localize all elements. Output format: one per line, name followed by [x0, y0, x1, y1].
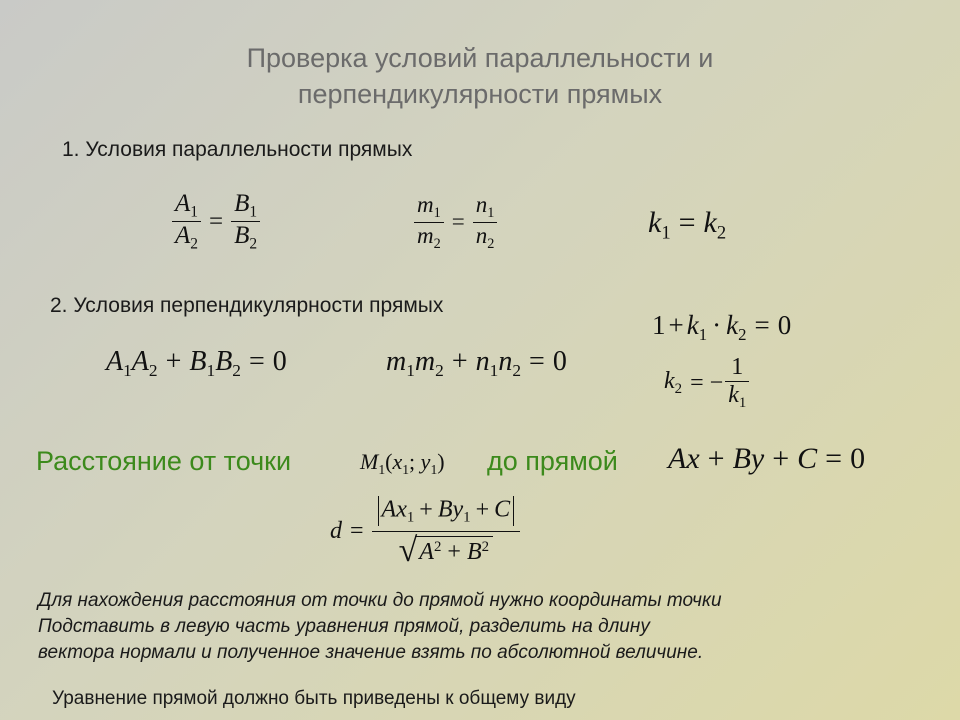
fraction-distance: $Ax_1 + By_1 + C$ √ $A^2 + B^2$: [372, 496, 521, 568]
explanation-line-3: вектора нормали и полученное значение взять по абсолютной величине.: [38, 642, 704, 663]
formula-k2-negative-reciprocal: $k_2$ = − $\frac{1}{k_1}$: [664, 354, 749, 412]
formula-parallel-direction: $\frac{m_1}{m_2}$ = $\frac{n_1}{n_2}$: [414, 192, 497, 253]
formula-perpendicular-direction: $m_1m_2 + n_1n_2 = 0$: [386, 346, 567, 381]
formula-distance: d = $Ax_1 + By_1 + C$ √ $A^2 + B^2$: [330, 496, 520, 568]
slide-title-line-1: Проверка условий параллельности и: [246, 43, 714, 73]
formula-perpendicular-slopes: $1 + k_1 \cdot k_2 = 0$: [652, 310, 792, 344]
slide-title-line-2: перпендикулярности прямых: [297, 79, 663, 109]
formula-point-m1: $M_1(x_1$; $y_1$): [360, 449, 445, 477]
footer-note: Уравнение прямой должно быть приведены к общему виду: [52, 688, 576, 709]
parallel-conditions-heading: 1. Условия параллельности прямых: [62, 138, 413, 161]
fraction-1-over-k1: $\frac{1}{k_1}$: [725, 354, 749, 412]
formula-parallel-coefficients: $\frac{A_1}{A_2}$ = $\frac{B_1}{B_2}$: [172, 190, 260, 254]
perpendicular-conditions-heading: 2. Условия перпендикулярности прямых: [50, 294, 444, 317]
distance-text-after: до прямой: [487, 446, 618, 476]
fraction-a1-a2: $\frac{A_1}{A_2}$: [172, 190, 201, 254]
formula-perpendicular-coefficients: $A_1A_2 + B_1B_2 = 0$: [106, 346, 287, 381]
distance-text-before: Расстояние от точки: [36, 446, 292, 476]
explanation-line-2: Подставить в левую часть уравнения прямой, разделить на длину: [38, 616, 650, 637]
fraction-n1-n2: $\frac{n_1}{n_2}$: [473, 192, 498, 253]
fraction-b1-b2: $\frac{B_1}{B_2}$: [231, 190, 260, 254]
explanation-line-1: Для нахождения расстояния от точки до прямой нужно координаты точки: [38, 590, 722, 611]
fraction-m1-m2: $\frac{m_1}{m_2}$: [414, 192, 444, 253]
formula-parallel-slopes: $k_1 = k_2$: [648, 206, 727, 244]
formula-general-line-equation: Ax + By + C = 0: [668, 442, 866, 475]
square-root: √ $A^2 + B^2$: [399, 536, 493, 566]
